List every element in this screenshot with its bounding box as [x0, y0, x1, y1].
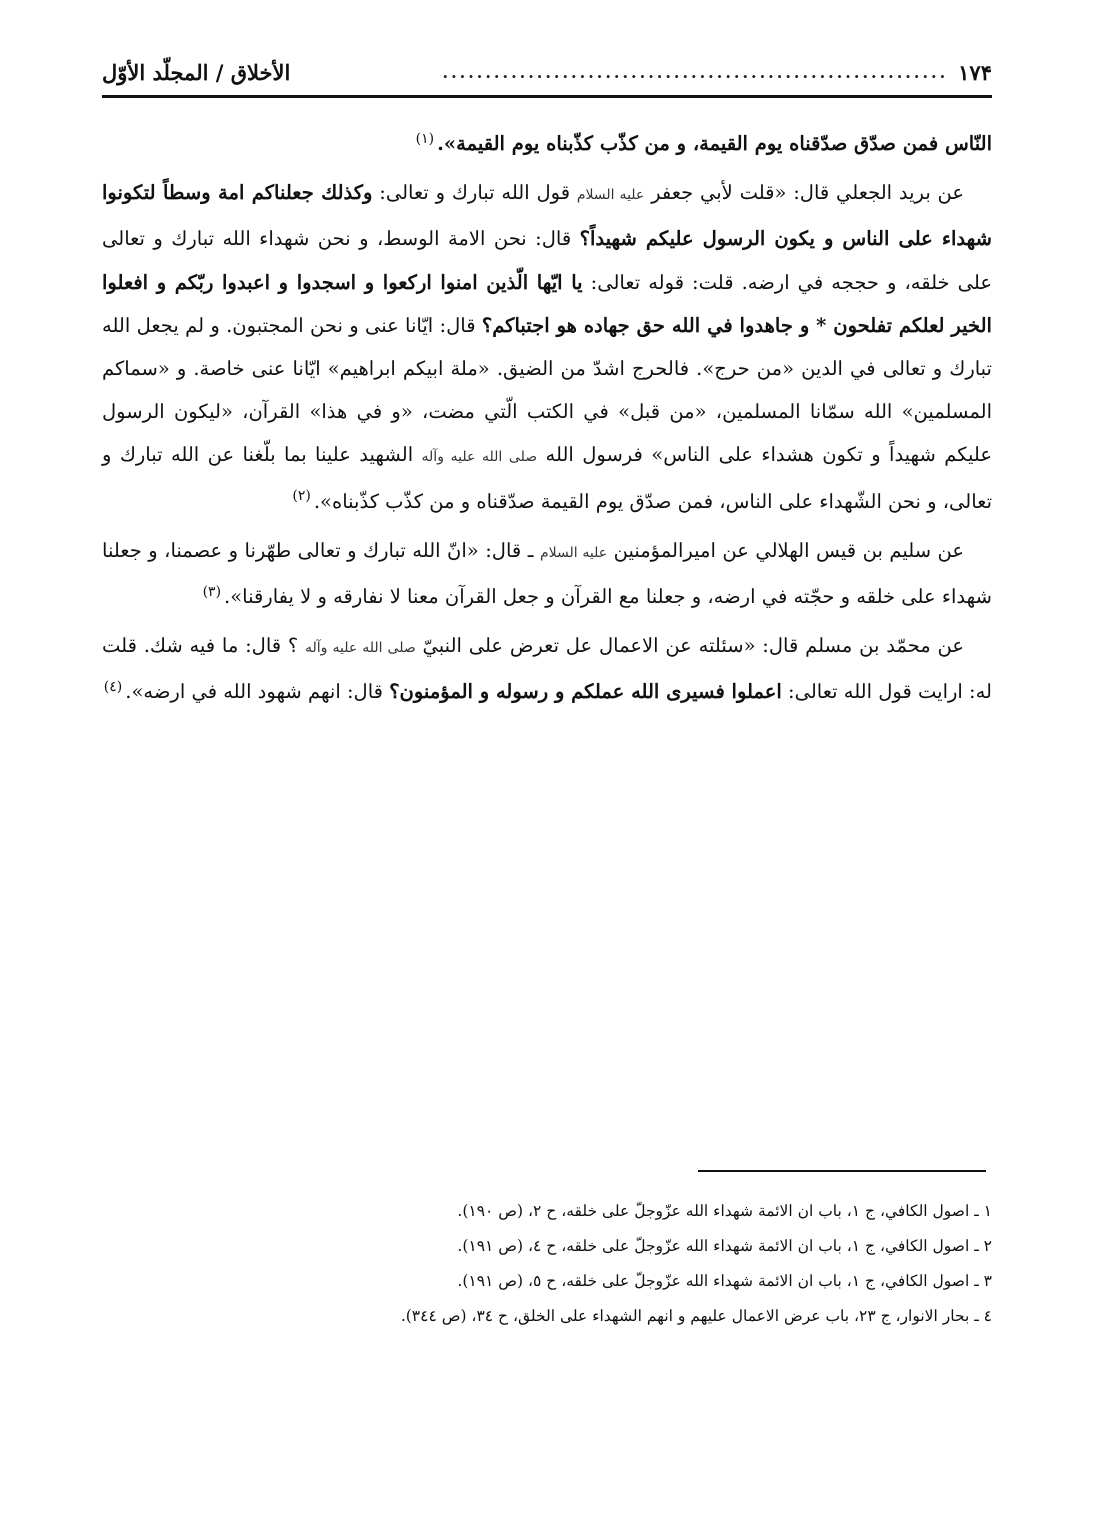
paragraph-2-part-a: عن بريد الجعلي قال: «قلت لأبي جعفر	[651, 181, 965, 205]
paragraph-2-part-d: قال: ايّانا عنى و نحن المجتبون. و لم يجعل الله تبارك و تعالى في الدين «من حرج». فالحرج اشدّ من الضيق. «ملة ابيكم ابراهيم» ايّانا عنى خاصة. و «سماكم المسلمين» الله سمّانا المسلمين، «من قبل» في الكتب الّتي مضت، «و في هذا» القرآن، «ليكون الرسول عليكم شهيداً و تكون هشداء على الناس» فرسول الله	[102, 313, 993, 467]
paragraph-1	[102, 122, 992, 165]
footnote-ref-2: (٢)	[292, 488, 311, 505]
footnote-ref-3: (٣)	[202, 583, 222, 600]
footnote-1: ١ ـ اصول الكافي، ج ١، باب ان الائمة شهداء الله عزّوجلّ على خلقه، ح ٢، (ص ١٩٠).	[457, 1202, 992, 1220]
paragraph-3-part-b: ـ قال: «انّ الله تبارك و تعالى طهّرنا و عصمنا، و جعلنا شهداء على خلقه و حجّته في ارضه، و جعلنا مع القرآن و جعل القرآن معنا لا نفارقه و لا يفارقنا».	[102, 538, 992, 609]
quran-quote-3: اعملوا فسيرى الله عملكم و رسوله و المؤمنون؟	[389, 680, 782, 704]
paragraph-2	[102, 171, 992, 523]
paragraph-3	[102, 529, 992, 618]
footnotes	[102, 1194, 992, 1334]
honorific-icon: عليه السلام	[539, 544, 608, 561]
paragraph-2-part-c: قال: نحن الامة الوسط، و نحن شهداء الله تبارك و تعالى على خلقه، و حججه في ارضه. قلت: قوله تعالى:	[102, 227, 992, 294]
honorific-icon: عليه السلام	[576, 187, 645, 204]
body-text	[102, 122, 992, 720]
header-rule	[102, 95, 992, 98]
paragraph-3-part-a: عن سليم بن قيس الهلالي عن اميرالمؤمنين	[613, 538, 965, 562]
paragraph-4-part-a: عن محمّد بن مسلم قال: «سئلته عن الاعمال عل تعرض على النبيّ	[422, 634, 965, 658]
header-leader-dots: ...........................................................	[442, 62, 949, 82]
running-header	[102, 54, 992, 90]
quran-quote-1: وكذلك جعلناكم امة وسطاً لتكونوا شهداء على الناس و يكون الرسول عليكم شهيداً؟	[102, 181, 992, 251]
paragraph-4-part-b: ؟ قال: ما فيه شك. قلت له: ارايت قول الله تعالى:	[102, 634, 992, 704]
footnote-ref-1: (١)	[415, 130, 435, 147]
paragraph-2-part-e: الشهيد علينا بما بلّغنا عن الله تبارك و تعالى، و نحن الشّهداء على الناس، فمن صدّق يوم القيمة صدّقناه و من كذّب كذّبناه».	[102, 443, 992, 513]
honorific-icon: صلى الله عليه وآله	[421, 449, 538, 466]
footnote-ref-4: (٤)	[103, 678, 123, 695]
quran-quote-2: يا ايّها الّذين امنوا اركعوا و اسجدوا و اعبدوا ربّكم و افعلوا الخير لعلكم تفلحون * و جاهدوا في الله حق جهاده هو اجتباكم؟	[102, 270, 992, 337]
paragraph-2-part-b: قول الله تبارك و تعالى:	[379, 181, 571, 205]
paragraph-1-text: النّاس فمن صدّق صدّقناه يوم القيمة، و من كذّب كذّبناه يوم القيمة».	[437, 132, 992, 155]
paragraph-4-part-c: قال: انهم شهود الله في ارضه».	[125, 680, 383, 704]
header-title: الأخلاق / المجلّد الأوّل	[102, 59, 291, 85]
paragraph-4	[102, 624, 992, 713]
footnote-2: ٢ ـ اصول الكافي، ج ١، باب ان الائمة شهداء الله عزّوجلّ على خلقه، ح ٤، (ص ١٩١).	[457, 1237, 992, 1255]
honorific-icon: صلى الله عليه وآله	[305, 640, 416, 657]
footnote-4: ٤ ـ بحار الانوار، ج ٢٣، باب عرض الاعمال عليهم و انهم الشهداء على الخلق، ح ٣٤، (ص ٣٤٤).	[400, 1307, 992, 1325]
footnote-3: ٣ ـ اصول الكافي، ج ١، باب ان الائمة شهداء الله عزّوجلّ على خلقه، ح ٥، (ص ١٩١).	[457, 1272, 992, 1290]
footnote-separator	[698, 1170, 986, 1172]
page-number: ١٧۴	[958, 59, 992, 85]
